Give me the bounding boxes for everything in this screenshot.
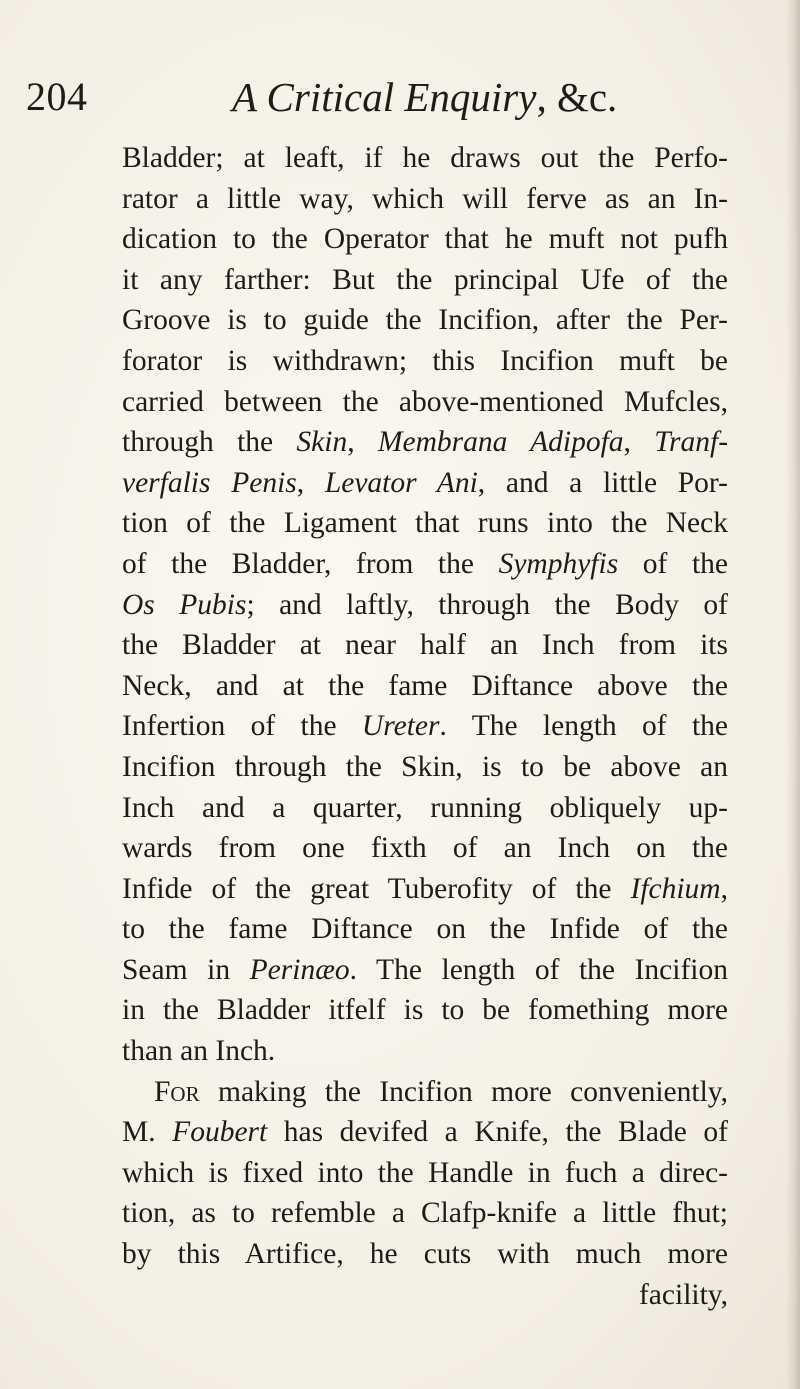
latin-term: Skin	[296, 426, 348, 459]
running-title-separator: ,	[536, 74, 557, 120]
latin-term: Ifchium	[630, 872, 721, 905]
running-title-tail: &c.	[556, 74, 618, 120]
text-line: Inch and a quarter, running obliquely up-	[122, 791, 728, 824]
page-edge-shadow	[786, 0, 800, 1389]
paragraph-opening-word: For	[154, 1075, 200, 1108]
text-line: it any farther: But the principal Ufe of the	[122, 263, 728, 296]
text-line: forator is withdrawn; this Incifion muft be	[122, 344, 728, 377]
body-text	[122, 138, 728, 1315]
latin-term: Tranf-	[654, 426, 729, 459]
latin-term: Symphyfis	[498, 547, 619, 580]
person-name: Foubert	[172, 1116, 268, 1149]
latin-term: Ureter	[361, 710, 440, 743]
text-line: Seam in Perinæo. The length of the Incifion	[122, 953, 728, 986]
text-line: tion, as to refemble a Clafp-knife a little fhut;	[122, 1197, 728, 1230]
latin-term: Levator Ani	[324, 466, 478, 499]
text-line: than an Inch.	[122, 1035, 276, 1068]
text-line: of the Bladder, from the Symphyfis of the	[122, 547, 728, 580]
text-line: Groove is to guide the Incifion, after the Per-	[122, 304, 728, 337]
text-line: Infertion of the Ureter. The length of the	[122, 710, 728, 743]
text-line: to the fame Diftance on the Infide of the	[122, 913, 728, 946]
text-line: which is fixed into the Handle in fuch a direc-	[122, 1156, 728, 1189]
text-line: tion of the Ligament that runs into the Neck	[122, 507, 728, 540]
latin-term: Membrana Adipofa	[377, 426, 624, 459]
text-line: by this Artifice, he cuts with much more	[122, 1238, 728, 1271]
text-line: For making the Incifion more conveniently,	[154, 1075, 728, 1108]
latin-term: Os Pubis	[122, 588, 247, 621]
text-line: wards from one fixth of an Inch on the	[122, 832, 728, 865]
page-header	[0, 72, 800, 132]
text-line: through the Skin, Membrana Adipofa, Tranf-	[122, 426, 729, 459]
latin-term: Perinæo	[249, 953, 350, 986]
text-line: Neck, and at the fame Diftance above the	[122, 669, 728, 702]
text-line: verfalis Penis, Levator Ani, and a little Por-	[122, 466, 728, 499]
running-title-main: A Critical Enquiry	[232, 74, 537, 120]
text-line: dication to the Operator that he muft not pufh	[122, 223, 728, 256]
text-line: Incifion through the Skin, is to be above an	[122, 750, 728, 783]
text-line: M. Foubert has devifed a Knife, the Blade of	[122, 1116, 728, 1149]
text-line: carried between the above-mentioned Mufcles,	[122, 385, 728, 418]
catchword: facility,	[638, 1278, 728, 1311]
text-line: the Bladder at near half an Inch from its	[122, 629, 728, 662]
text-line: rator a little way, which will ferve as an In-	[122, 182, 728, 215]
text-line: in the Bladder itfelf is to be fomething more	[122, 994, 728, 1027]
latin-term: verfalis Penis	[122, 466, 297, 499]
page-number: 204	[26, 74, 88, 119]
text-line: Infide of the great Tuberofity of the Ifchium,	[122, 872, 728, 905]
text-line: Bladder; at leaft, if he draws out the Perfo-	[122, 142, 728, 174]
text-line: Os Pubis; and laftly, through the Body of	[122, 588, 728, 621]
running-title	[232, 72, 617, 122]
